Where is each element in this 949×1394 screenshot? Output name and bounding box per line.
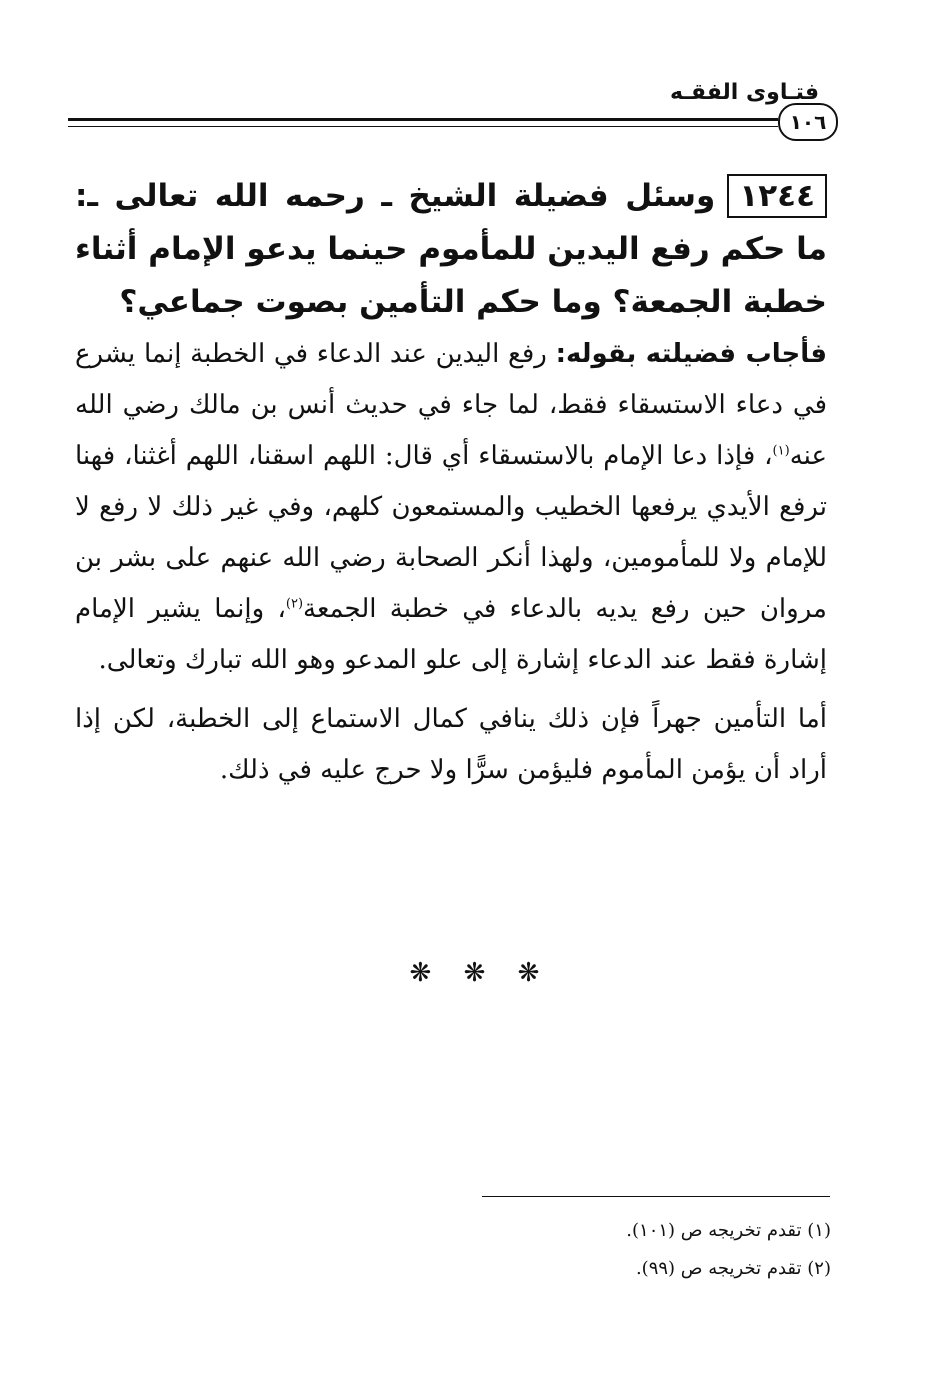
footnote-1: (١) تقدم تخريجه ص (١٠١). bbox=[626, 1220, 831, 1241]
footnotes bbox=[626, 1212, 831, 1288]
answer-text-part2: ، فإذا دعا الإمام بالاستسقاء أي قال: اللهم اسقنا، اللهم أغثنا، فهنا ترفع الأيدي يرفعها الخطيب والمستمعون كلهم، وفي غير ذلك لا رفع لا للإمام ولا للمأمومين، ولهذا أنكر الصحابة رضي الله عنهم على بشر بن مروان حين رفع يديه بالدعاء في خطبة الجمعة bbox=[75, 441, 827, 624]
question-number-box: ١٢٤٤ bbox=[727, 174, 827, 218]
question-text: وسئل فضيلة الشيخ ـ رحمه الله تعالى ـ: ما حكم رفع اليدين للمأموم حينما يدعو الإمام أثناء خطبة الجمعة؟ وما حكم التأمين بصوت جماعي؟ bbox=[75, 178, 827, 320]
answer-lead: فأجاب فضيلته بقوله: bbox=[555, 339, 827, 369]
answer-paragraph bbox=[75, 329, 827, 686]
answer-text-part3: ، وإنما يشير الإمام إشارة فقط عند الدعاء إشارة إلى علو المدعو وهو الله تبارك وتعالى. bbox=[75, 594, 827, 675]
footnote-rule bbox=[482, 1196, 830, 1197]
page-body bbox=[75, 170, 827, 796]
footnote-2: (٢) تقدم تخريجه ص (٩٩). bbox=[635, 1258, 831, 1279]
header-rule-thick bbox=[68, 118, 778, 121]
running-header-title: فتـاوى الفقـه bbox=[670, 80, 819, 105]
second-paragraph: أما التأمين جهراً فإن ذلك ينافي كمال الاستماع إلى الخطبة، لكن إذا أراد أن يؤمن المأموم فليؤمن سرًّا ولا حرج عليه في ذلك. bbox=[75, 704, 828, 785]
question-paragraph bbox=[75, 170, 827, 329]
footnote-ref-2: (٢) bbox=[285, 596, 304, 612]
footnote-ref-1: (١) bbox=[772, 443, 790, 459]
header-rule-thin bbox=[68, 126, 778, 127]
page-number: ١٠٦ bbox=[778, 103, 838, 141]
section-separator: ❋ ❋ ❋ bbox=[409, 958, 540, 988]
answer-text-part1: رفع اليدين عند الدعاء في الخطبة إنما يشرع في دعاء الاستسقاء فقط، لما جاء في حديث أنس بن مالك رضي الله عنه bbox=[75, 339, 827, 471]
